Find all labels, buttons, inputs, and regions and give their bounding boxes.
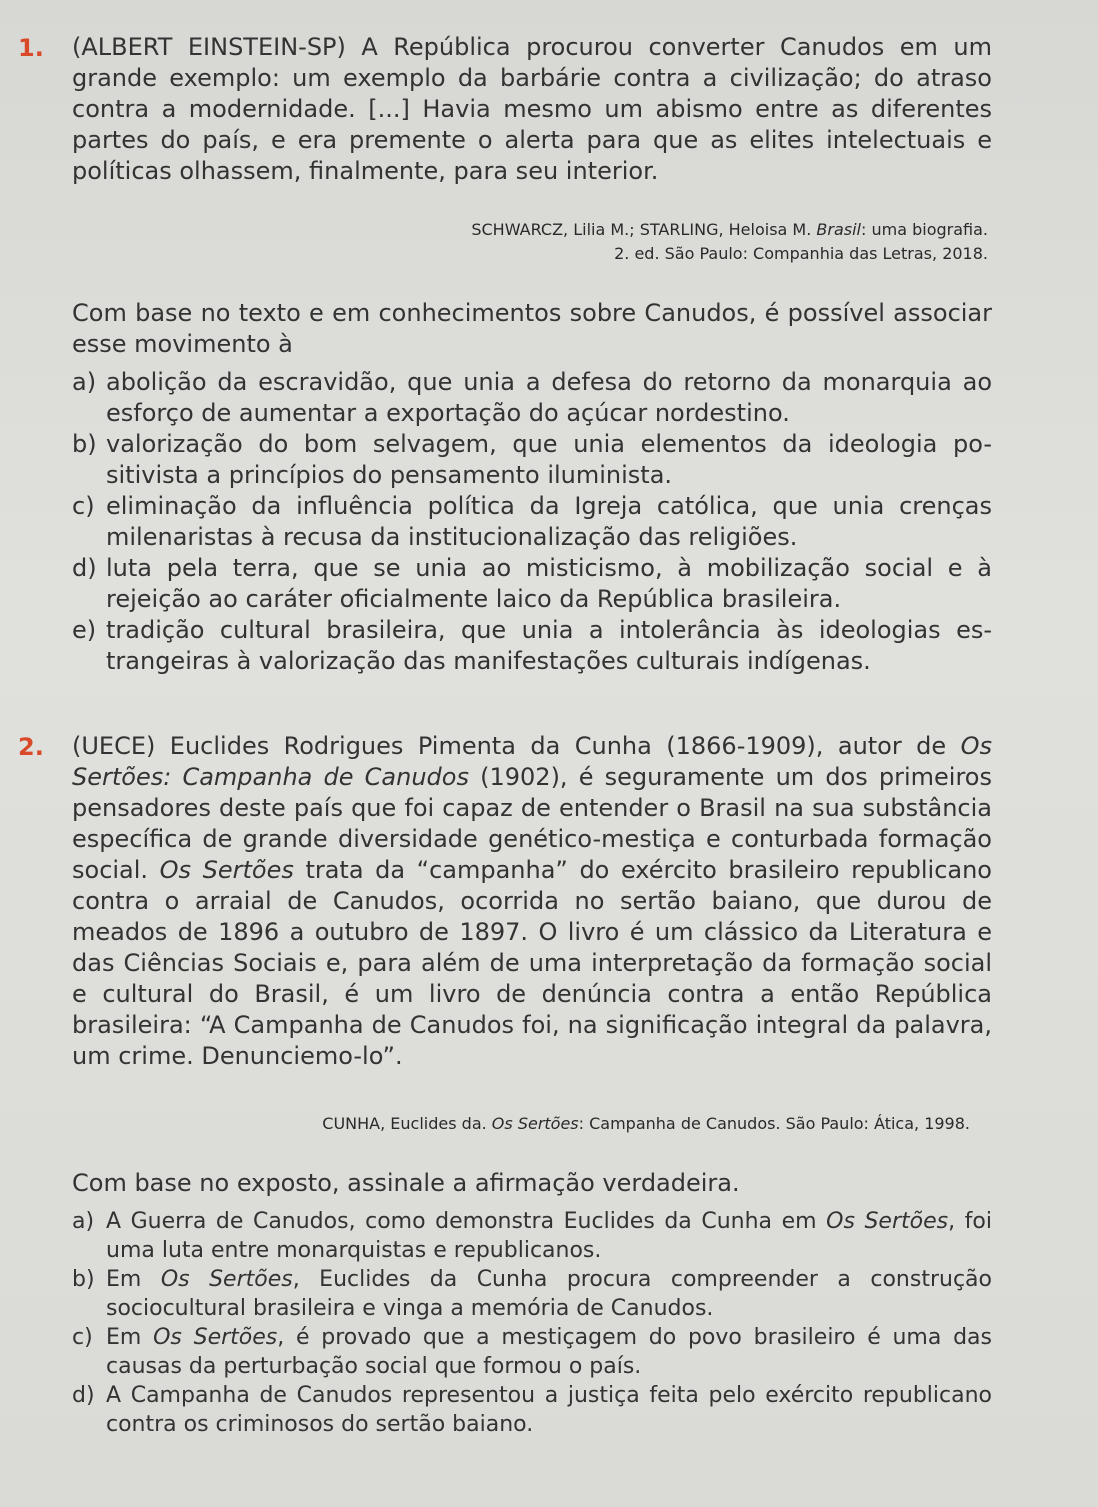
question-2-options	[72, 1207, 992, 1439]
question-2-source: CUNHA, Euclides da. Os Sertões: Campanha de Canudos. São Paulo: Ática, 1998.	[322, 1114, 970, 1133]
question-1-paragraph: (ALBERT EINSTEIN-SP) A República procurou converter Canudos em um grande exemplo: um exemplo da barbárie contra a civilização; do atraso contra a modernidade. [...] Havia mesmo um abismo entre as diferentes partes do país, e era premente o alerta para que as elites intelectuais e políticas olhassem, finalmente, para seu interior.	[72, 33, 992, 185]
option-2c[interactable]: c) Em Os Sertões, é provado que a mestiçagem do povo brasileiro é uma das causas da perturbação social que formou o país.	[72, 1325, 992, 1379]
question-1-number: 1.	[18, 34, 44, 62]
option-1c[interactable]: c) eliminação da influência política da Igreja católica, que unia crenças milenaristas à recusa da institucionalização das religiões.	[72, 492, 992, 551]
question-2-number: 2.	[18, 733, 44, 761]
question-1-text	[72, 32, 992, 187]
option-1b[interactable]: b) valorização do bom selvagem, que unia elementos da ideologia po-sitivista a princípios do pensamento iluminista.	[72, 430, 992, 489]
option-1a[interactable]: a) abolição da escravidão, que unia a defesa do retorno da monarquia ao esforço de aumentar a exportação do açúcar nordestino.	[72, 368, 992, 427]
option-1d[interactable]: d) luta pela terra, que se unia ao misticismo, à mobilização social e à rejeição ao caráter oficialmente laico da República brasileira.	[72, 554, 992, 613]
source-line-1: SCHWARCZ, Lilia M.; STARLING, Heloisa M. Brasil: uma biografia.	[471, 220, 988, 239]
option-2a[interactable]: a) A Guerra de Canudos, como demonstra Euclides da Cunha em Os Sertões, foi uma luta entre monarquistas e republicanos.	[72, 1209, 992, 1263]
question-2-text	[72, 731, 992, 1072]
option-2d[interactable]: d) A Campanha de Canudos representou a justiça feita pelo exército republicano contra os criminosos do sertão baiano.	[72, 1383, 992, 1437]
question-1-prompt: Com base no texto e em conhecimentos sobre Canudos, é possível associar esse movimento à	[72, 299, 992, 358]
question-2-prompt: Com base no exposto, assinale a afirmação verdadeira.	[72, 1169, 740, 1197]
question-1-source	[288, 218, 988, 266]
source-line-2: 2. ed. São Paulo: Companhia das Letras, 2018.	[614, 244, 988, 263]
question-1-options	[72, 367, 992, 677]
option-1e[interactable]: e) tradição cultural brasileira, que unia a intolerância às ideologias es-trangeiras à valorização das manifestações culturais indígenas.	[72, 616, 992, 675]
question-2-paragraph: (UECE) Euclides Rodrigues Pimenta da Cunha (1866-1909), autor de Os Sertões: Campanha de Canudos (1902), é seguramente um dos primeiros pensadores deste país que foi capaz de entender o Brasil na sua substância específica de grande diversidade genético-mestiça e conturbada formação social. Os Sertões trata da “campanha” do exército brasileiro republicano contra o arraial de Canudos, ocorrida no sertão baiano, que durou de meados de 1896 a outubro de 1897. O livro é um clássico da Literatura e das Ciências Sociais e, para além de uma interpretação da formação social e cultural do Brasil, é um livro de denúncia contra a então República brasileira: “A Campanha de Canudos foi, na significação integral da palavra, um crime. Denunciemo-lo”.	[72, 732, 992, 1070]
option-2b[interactable]: b) Em Os Sertões, Euclides da Cunha procura compreender a construção sociocultural brasileira e vinga a memória de Canudos.	[72, 1267, 992, 1321]
